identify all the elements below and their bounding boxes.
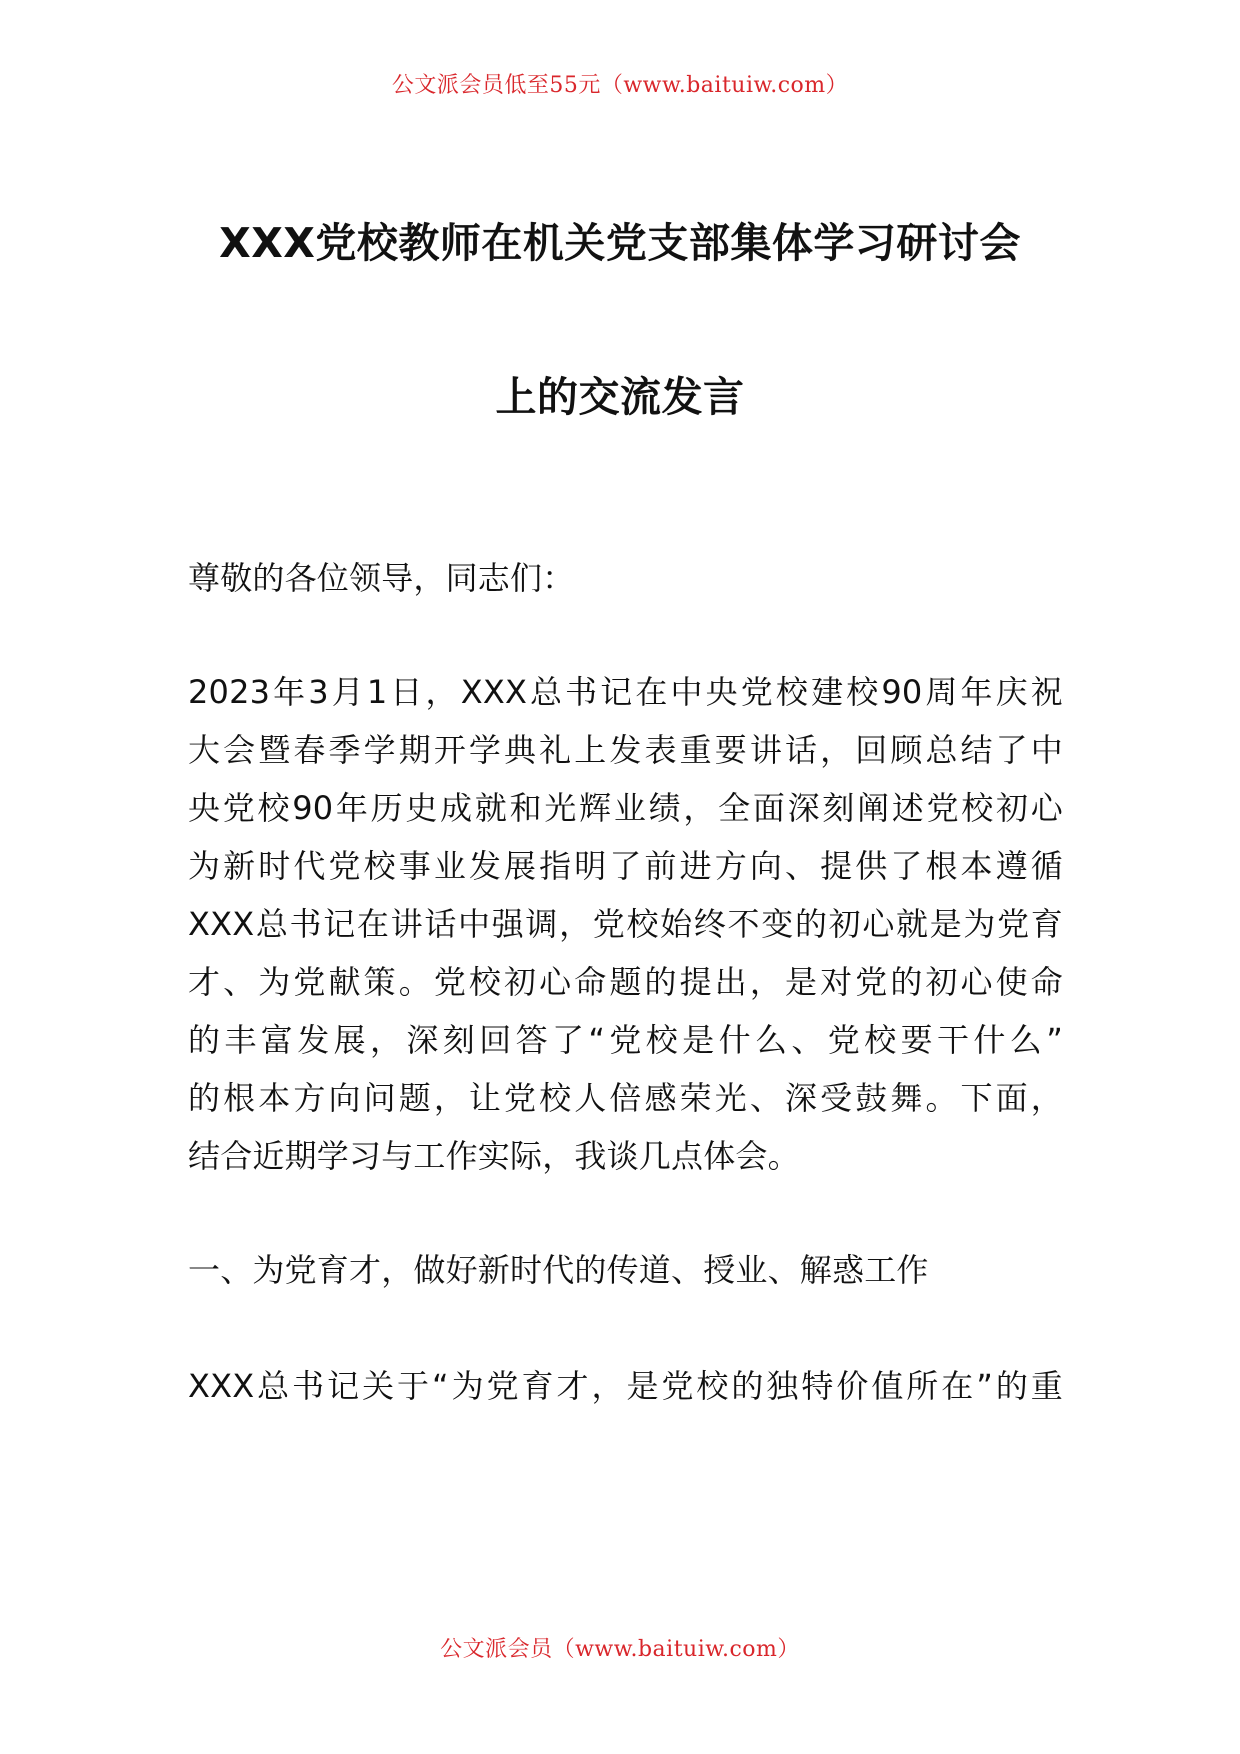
- document-title-line-2: 上的交流发言: [495, 373, 745, 421]
- document-title-line-1: XXX党校教师在机关党支部集体学习研讨会: [219, 219, 1021, 267]
- paragraph-line: 央党校90年历史成就和光辉业绩，全面深刻阐述党校初心: [188, 789, 1063, 827]
- section-heading: 一、为党育才，做好新时代的传道、授业、解惑工作: [188, 1251, 929, 1289]
- greeting: 尊敬的各位领导，同志们：: [188, 559, 575, 597]
- paragraph-line: 结合近期学习与工作实际，我谈几点体会。: [188, 1137, 800, 1175]
- paragraph-line: XXX总书记在讲话中强调，党校始终不变的初心就是为党育: [188, 905, 1063, 943]
- header-watermark: 公文派会员低至55元（www.baituiw.com）: [391, 73, 849, 98]
- paragraph-line: 的根本方向问题，让党校人倍感荣光、深受鼓舞。下面，: [188, 1079, 1063, 1117]
- paragraph-line: 的丰富发展，深刻回答了“党校是什么、党校要干什么”: [188, 1021, 1063, 1059]
- paragraph-line: 为新时代党校事业发展指明了前进方向、提供了根本遵循: [188, 847, 1063, 885]
- paragraph-line: 大会暨春季学期开学典礼上发表重要讲话，回顾总结了中: [188, 731, 1063, 769]
- paragraph-line: 才、为党献策。党校初心命题的提出，是对党的初心使命: [188, 963, 1063, 1001]
- paragraph-line: XXX总书记关于“为党育才，是党校的独特价值所在”的重: [188, 1367, 1063, 1405]
- paragraph-line: 2023年3月1日，XXX总书记在中央党校建校90周年庆祝: [188, 673, 1063, 711]
- footer-watermark: 公文派会员（www.baituiw.com）: [440, 1637, 800, 1662]
